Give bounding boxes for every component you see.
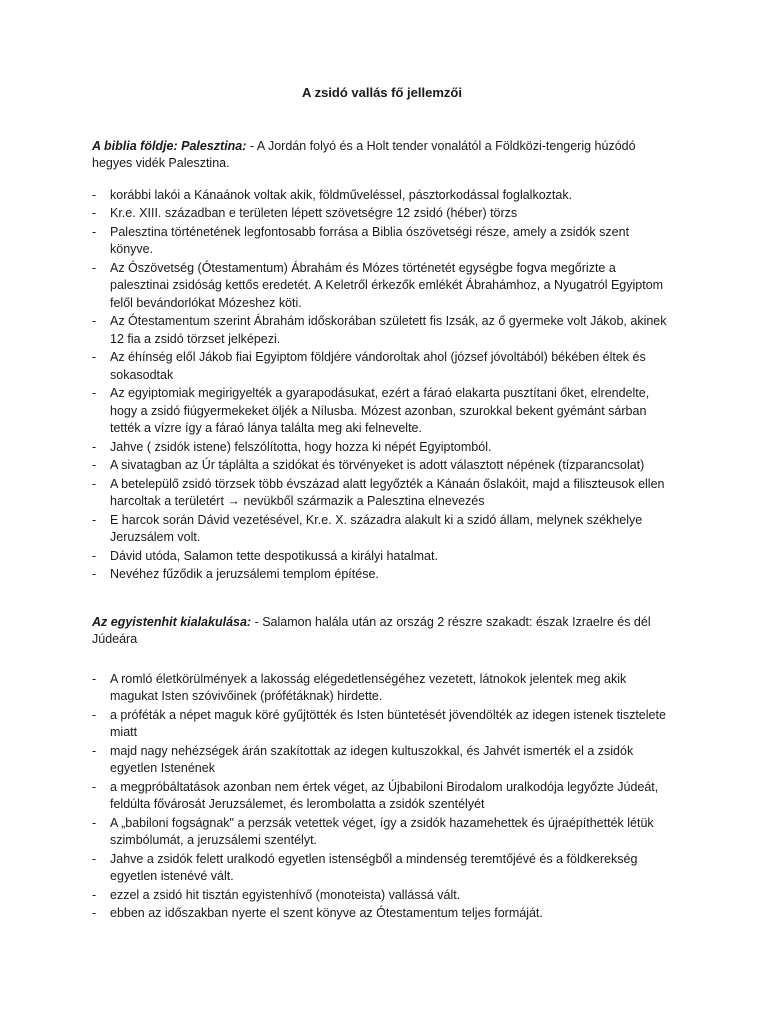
list-item: [92, 887, 672, 905]
list-item-text: Dávid utóda, Salamon tette despotikussá a királyi hatalmat.: [110, 548, 438, 563]
list-item-text: Az Ószövetség (Ótestamentum) Ábrahám és Mózes történetét egységbe fogva megőrizte a palesztinai zsidóság kettős eredetét. A Keletről érkezők emlékét Ábrahámhoz, a Nyugatról Egyiptom felől bevándorlókat Mózeshez köti.: [110, 260, 664, 310]
section-intro: [92, 138, 672, 173]
bullet-marker: -: [92, 906, 97, 920]
list-item-text: a próféták a népet maguk köré gyűjtötték és Isten büntetését jövendölték az idegen istenek tisztelete miatt: [110, 707, 666, 739]
bullet-marker: -: [92, 815, 97, 830]
list-item-text: ezzel a zsidó hit tisztán egyistenhívő (monoteista) vallássá vált.: [110, 887, 461, 902]
list-item: [92, 815, 672, 850]
list-item: [92, 548, 672, 566]
bullet-marker: -: [92, 567, 97, 581]
list-item: [92, 313, 672, 348]
list-item: [92, 566, 672, 584]
list-item: [92, 349, 672, 384]
list-item: [92, 707, 672, 742]
list-item-text: ebben az időszakban nyerte el szent könyve az Ótestamentum teljes formáját.: [110, 906, 543, 920]
bullet-marker: -: [92, 779, 97, 794]
bullet-list: [92, 187, 672, 584]
bullet-marker: -: [92, 743, 97, 758]
bullet-marker: -: [92, 386, 97, 400]
section-intro-text: - Salamon halála után az ország 2 részre szakadt: észak Izraelre és dél Júdeára: [92, 614, 651, 646]
section-intro: [92, 614, 672, 649]
bullet-marker: -: [92, 851, 97, 866]
list-item: [92, 743, 672, 778]
list-item: [92, 457, 672, 475]
section-heading: Az egyistenhit kialakulása:: [92, 614, 252, 629]
list-item-text: majd nagy nehézségek árán szakítottak az idegen kultuszokkal, és Jahvét ismerték el a zsidók egyetlen Istenének: [110, 743, 634, 775]
list-item-text: A sivatagban az Úr táplálta a szidókat és törvényeket is adott választott népének (tízparancsolat): [110, 458, 645, 472]
list-item: [92, 260, 672, 313]
bullet-list: [92, 671, 672, 923]
section-intro-text: - A Jordán folyó és a Holt tender vonalától a Földközi-tengerig húzódó hegyes vidék Palesztina.: [92, 138, 636, 170]
bullet-marker: -: [92, 187, 97, 202]
list-item: [92, 187, 672, 205]
bullet-marker: -: [92, 439, 97, 454]
bullet-marker: -: [92, 887, 97, 902]
list-item: [92, 385, 672, 438]
bullet-marker: -: [92, 707, 97, 722]
list-item: [92, 512, 672, 547]
list-item-text: A „babiloni fogságnak" a perzsák vetettek véget, így a zsidók hazamehettek és újraépíthették létük szimbólumát, a jeruzsálemi szentélyt.: [110, 815, 654, 847]
bullet-marker: -: [92, 260, 97, 275]
list-item: [92, 439, 672, 457]
list-item-text: Jahve a zsidók felett uralkodó egyetlen istenségből a mindenség teremtőjévé és a földkerekség egyetlen istenévé vált.: [110, 851, 638, 883]
document-title: A zsidó vallás fő jellemzői: [302, 85, 462, 100]
list-item-text: A romló életkörülmények a lakosság elégedetlenségéhez vezetett, látnokok jelentek meg akik magukat Isten szóvivőinek (prófétáknak) hirdette.: [110, 671, 627, 703]
list-item-text: korábbi lakói a Kánaánok voltak akik, földműveléssel, pásztorkodással foglalkoztak.: [110, 187, 573, 202]
bullet-marker: -: [92, 350, 97, 364]
section-monotheism: [92, 614, 672, 923]
bullet-marker: -: [92, 314, 97, 328]
list-item-text: Palesztina történetének legfontosabb forrása a Biblia ószövetségi része, amely a zsidók szent könyve.: [110, 224, 630, 256]
list-item-text: Az éhínség elől Jákob fiai Egyiptom földjére vándoroltak ahol (józsef jóvoltából) békében éltek és sokasodtak: [110, 350, 646, 382]
list-item-text: Az Ótestamentum szerint Ábrahám időskorában született fis Izsák, az ő gyermeke volt Jákob, akinek 12 fia a zsidó törzset jelképezi.: [110, 314, 667, 346]
list-item-text: Jahve ( zsidók istene) felszólította, hogy hozza ki népét Egyiptomból.: [110, 439, 492, 454]
list-item: [92, 476, 672, 511]
bullet-marker: -: [92, 548, 97, 563]
bullet-marker: -: [92, 206, 97, 220]
list-item: [92, 224, 672, 259]
section-palestine: [92, 138, 672, 584]
list-item: [92, 851, 672, 886]
bullet-marker: -: [92, 671, 97, 686]
list-item-text: E harcok során Dávid vezetésével, Kr.e. X. századra alakult ki a szidó állam, melynek székhelye Jeruzsálem volt.: [110, 512, 643, 544]
section-heading: A biblia földje: Palesztina:: [92, 138, 247, 153]
list-item: [92, 205, 672, 223]
bullet-marker: -: [92, 458, 97, 472]
list-item-text: Nevéhez fűződik a jeruzsálemi templom építése.: [110, 567, 379, 581]
list-item: [92, 671, 672, 706]
list-item-text: Az egyiptomiak megirigyelték a gyarapodásukat, ezért a fáraó elakarta pusztítani őket, elrendelte, hogy a zsidó fiúgyermekeket öljék a Nílusba. Mózest azonban, szurokkal bekent gyémánt sárban tették a vízre így a fáraó lánya találta meg aki felnevelte.: [110, 386, 650, 435]
document-page: [92, 84, 672, 924]
list-item: [92, 779, 672, 814]
bullet-marker: -: [92, 512, 97, 527]
list-item-text: a megpróbáltatások azonban nem értek véget, az Újbabiloni Birodalom uralkodója legyőzte Júdeát, feldúlta fővárosát Jeruzsálemet, és lerombolatta a zsidók szentélyét: [110, 779, 659, 811]
list-item-text: Kr.e. XIII. században e területen lépett szövetségre 12 zsidó (héber) törzs: [110, 206, 518, 220]
bullet-marker: -: [92, 224, 97, 239]
list-item: [92, 905, 672, 923]
list-item-text: A betelepülő zsidó törzsek több évszázad alatt legyőzték a Kánaán őslakóit, majd a filiszteusok ellen harcoltak a területért → nevükből származik a Palesztina elnevezés: [110, 476, 665, 508]
bullet-marker: -: [92, 476, 97, 491]
